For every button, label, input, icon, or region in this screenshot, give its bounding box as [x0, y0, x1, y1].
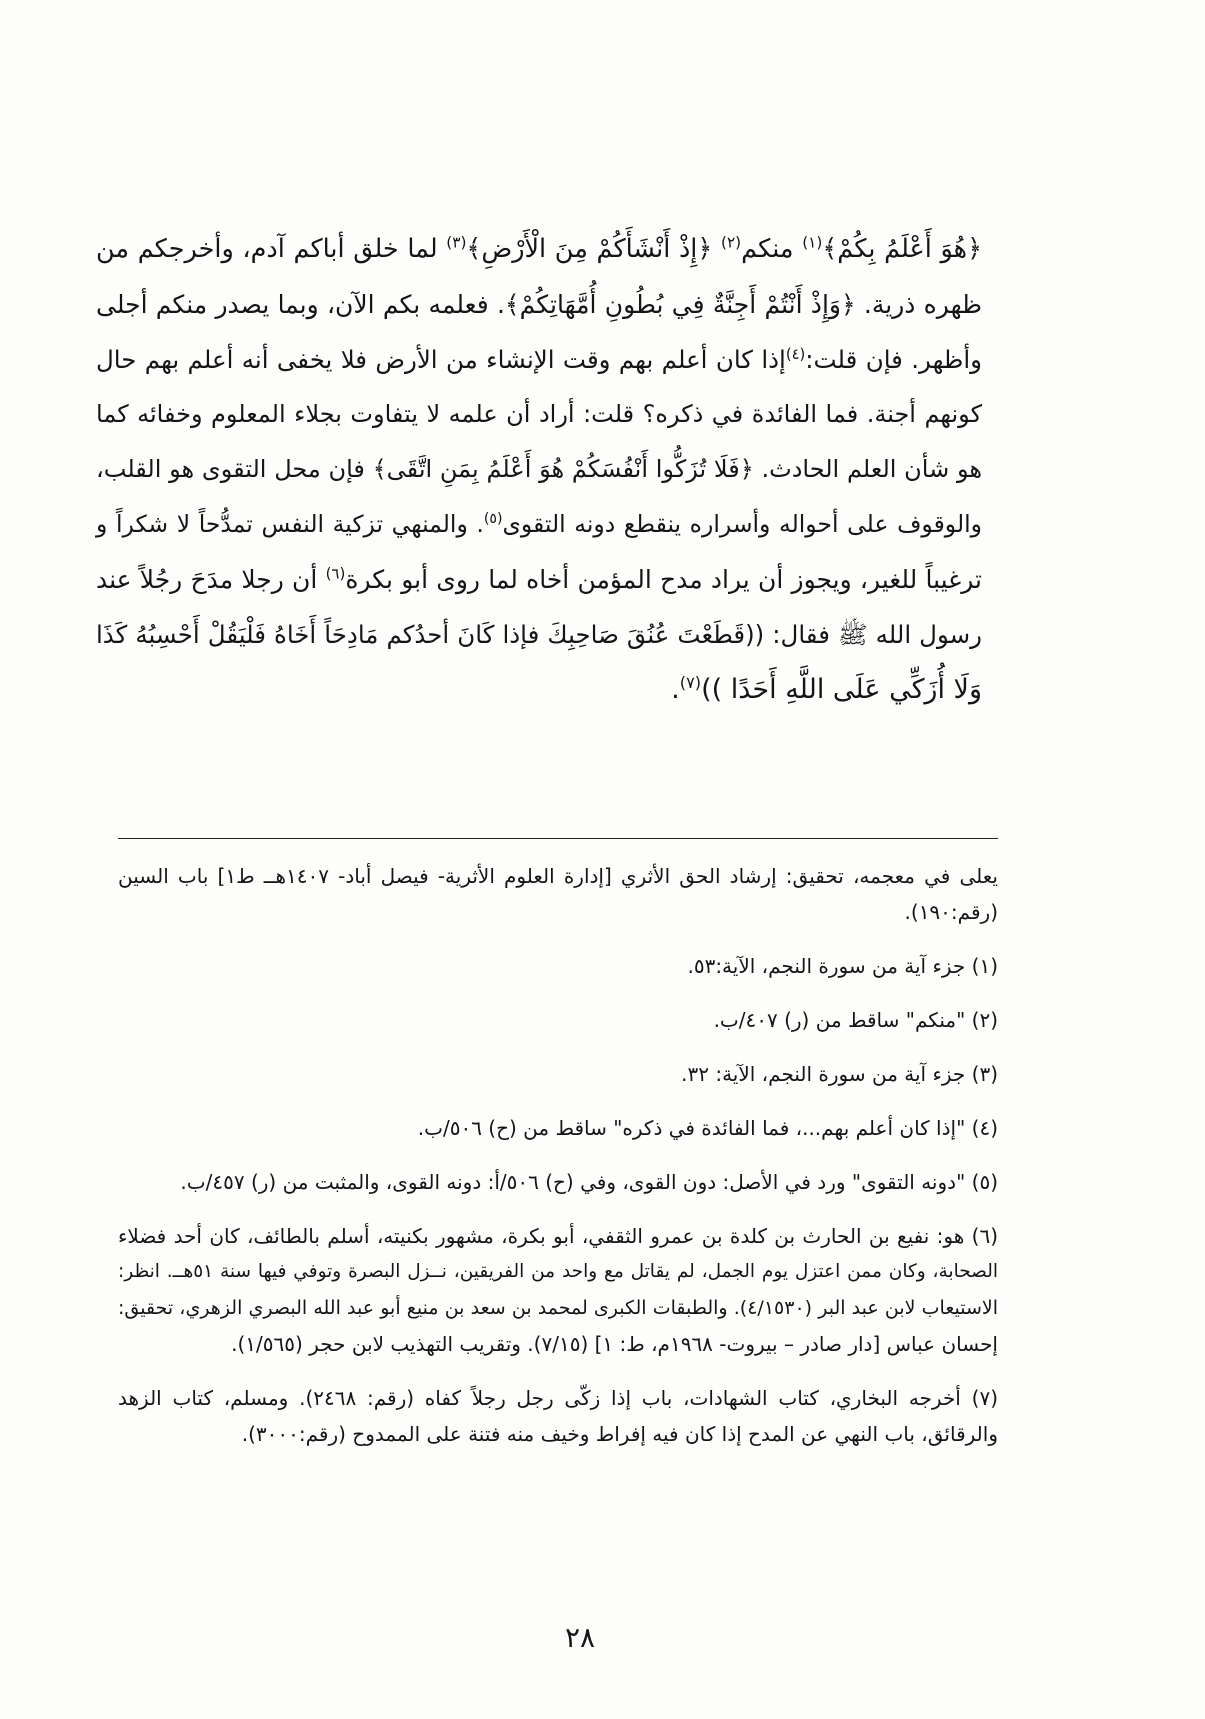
main-text-line: هو شأن العلم الحادث. ﴿فَلَا تُزَكُّوا أَنْفُسَكُمْ هُوَ أَعْلَمُ بِمَنِ اتَّقَى﴾ فإن محل التقوى هو القلب، [96, 455, 982, 483]
main-text-line: وأظهر. فإن قلت:$^{(٤)}$إذا كان أعلم بهم وقت الإنشاء من الأرض فلا يخفى أنه أعلم بهم حال [96, 345, 982, 374]
footnote-6 [118, 1218, 998, 1362]
footnote-line: (٥) "دونه التقوى" ورد في الأصل: دون القوى، وفي (ح) ٥٠٦/أ: دونه القوى، والمثبت من (ر) ٤٥٧/ب. [180, 1170, 998, 1194]
footnote-ref: (٧) [679, 673, 702, 692]
footnote-4 [118, 1110, 998, 1146]
footnote-line: الصحابة، وكان ممن اعتزل يوم الجمل، لم يقاتل مع واحد من الفريقين، نــزل البصرة وتوفي فيها سنة ٥١هــ. انظر: [118, 1261, 998, 1282]
footnote-ref: (٥) [483, 511, 503, 528]
footnote-7 [118, 1380, 998, 1452]
footnote-ref: (٢) [720, 233, 742, 252]
main-text-line: رسول الله ﷺ فقال: ((قَطَعْتَ عُنُقَ صَاحِبِكَ فإذا كَانَ أحدُكم مَادِحَاً أَخَاهُ فَلْيَقُلْ أَحْسِبُهُ كَذَا [96, 620, 982, 649]
footnote-line: (٢) "منكم" ساقط من (ر) ٤٠٧/ب. [713, 1008, 998, 1032]
footnote-2 [118, 1002, 998, 1038]
footnote-line: إحسان عباس [دار صادر – بيروت- ١٩٦٨م، ط: ١] (٧/١٥). وتقريب التهذيب لابن حجر (١/٥٦٥). [231, 1332, 998, 1356]
footnotes [118, 858, 998, 1470]
footnote-separator [118, 838, 998, 839]
footnote-line: (١) جزء آية من سورة النجم، الآية:٥٣. [687, 954, 998, 978]
main-text-line: ظهره ذرية. ﴿وَإِذْ أَنْتُمْ أَجِنَّةٌ فِي بُطُونِ أُمَّهَاتِكُمْ﴾. فعلمه بكم الآن، وبما يصدر منكم أجلى [96, 290, 982, 319]
footnote-ref: (٦) [325, 564, 346, 583]
main-text-line: وَلَا أُزَكِّي عَلَى اللَّهِ أَحَدًا ))$^{(٧)}$. [671, 673, 982, 705]
footnote-line: (٧) أخرجه البخاري، كتاب الشهادات، باب إذا زكّى رجل رجلاً كفاه (رقم: ٢٤٦٨). ومسلم، كتاب الزهد [118, 1386, 998, 1410]
footnote-line: (٦) هو: نفيع بن الحارث بن كلدة بن عمرو الثقفي، أبو بكرة، مشهور بكنيته، أسلم بالطائف، كان أحد فضلاء [118, 1224, 998, 1248]
main-text-line: ترغيباً للغير، ويجوز أن يراد مدح المؤمن أخاه لما روى أبو بكرة$^{(٦)}$ أن رجلا مدَحَ رجُلاً عند [96, 564, 982, 594]
footnote-ref: (١) [802, 233, 823, 252]
footnote-line: (٣) جزء آية من سورة النجم، الآية: ٣٢. [681, 1062, 998, 1086]
footnote-line: (٤) "إذا كان أعلم بهم...، فما الفائدة في ذكره" ساقط من (ح) ٥٠٦/ب. [417, 1116, 998, 1140]
footnote-continued [118, 858, 998, 930]
footnote-line: (رقم:١٩٠). [904, 900, 998, 924]
main-text-line: كونهم أجنة. فما الفائدة في ذكره؟ قلت: أراد أن علمه لا يتفاوت بجلاء المعلوم وخفائه كما [96, 400, 982, 428]
footnote-ref: (٣) [446, 233, 467, 252]
main-text-line: ﴿هُوَ أَعْلَمُ بِكُمْ﴾$^{(١)}$ منكم$^{(٢)}$ ﴿إِذْ أَنْشَأَكُمْ مِنَ الْأَرْضِ﴾$^{(٣)}$ لما خلق أباكم آدم، وأخرجكم من [96, 233, 983, 264]
footnote-line: الاستيعاب لابن عبد البر (٤/١٥٣٠). والطبقات الكبرى لمحمد بن سعد بن منيع أبو عبد الله البصري الزهري، تحقيق: [118, 1297, 998, 1319]
footnote-line: والرقائق، باب النهي عن المدح إذا كان فيه إفراط وخيف منه فتنة على الممدوح (رقم:٣٠٠٠). [241, 1422, 998, 1446]
footnote-3 [118, 1056, 998, 1092]
footnote-ref: (٤) [785, 345, 806, 363]
page-number: ٢٨ [564, 1621, 596, 1654]
footnote-1 [118, 948, 998, 984]
main-text [96, 222, 982, 717]
footnote-line: يعلى في معجمه، تحقيق: إرشاد الحق الأثري [إدارة العلوم الأثرية- فيصل أباد- ١٤٠٧هــ ط١] باب السين [118, 864, 998, 888]
footnote-5 [118, 1164, 998, 1200]
main-text-line: والوقوف على أحواله وأسراره ينقطع دونه التقوى$^{(٥)}$. والمنهي تزكية النفس تمدُّحاً لا شكراً و [96, 510, 982, 538]
